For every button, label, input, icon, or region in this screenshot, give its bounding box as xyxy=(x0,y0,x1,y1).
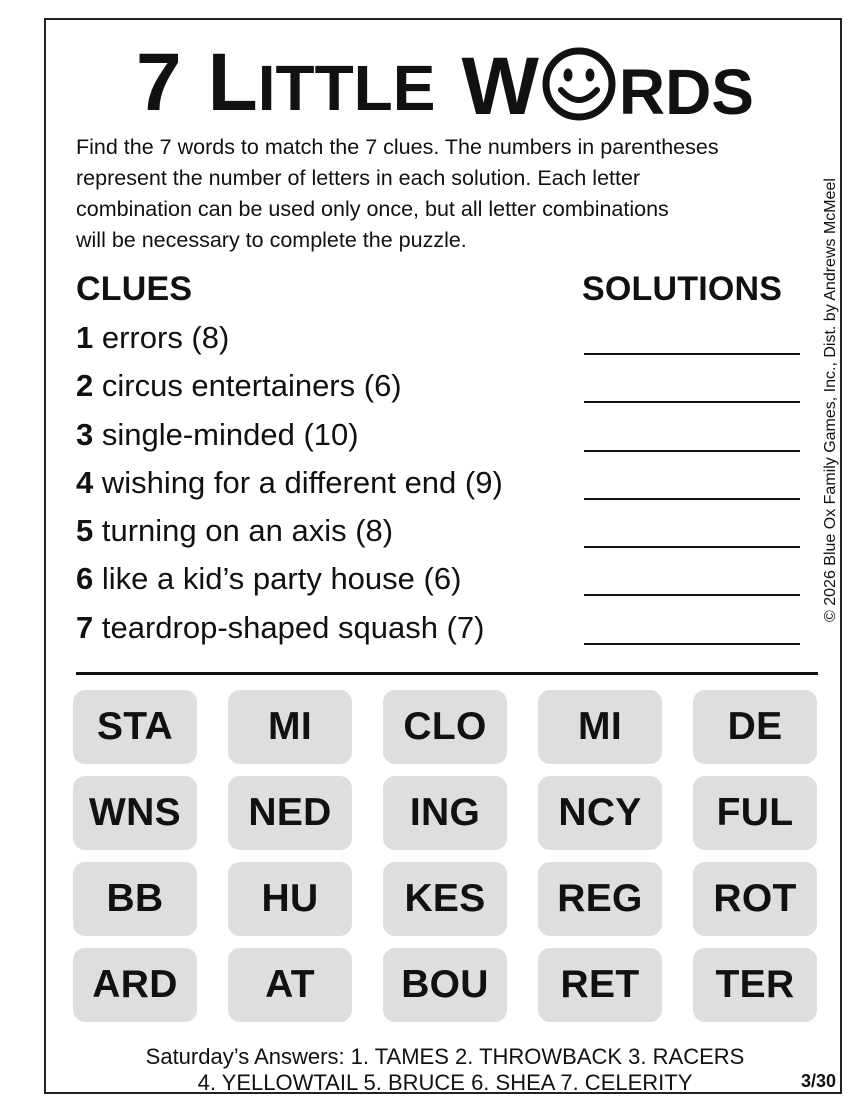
answers-line: 4. YELLOWTAIL 5. BRUCE 6. SHEA 7. CELERITY xyxy=(197,1070,693,1095)
letter-tile[interactable]: DE xyxy=(693,690,817,764)
clue-number: 5 xyxy=(76,513,94,548)
clue-text: teardrop-shaped squash (7) xyxy=(93,610,485,645)
letter-tile[interactable]: FUL xyxy=(693,776,817,850)
clue-number: 1 xyxy=(76,320,94,355)
title-word-words xyxy=(461,38,754,132)
letter-tile[interactable]: WNS xyxy=(73,776,197,850)
puzzle-title xyxy=(90,28,800,138)
solution-blank-1[interactable] xyxy=(584,353,800,355)
answers-line: Saturday’s Answers: 1. TAMES 2. THROWBACK 3. RACERS xyxy=(145,1044,745,1069)
clue-number: 3 xyxy=(76,417,94,452)
letter-tile[interactable]: RET xyxy=(538,948,662,1022)
letter-tile[interactable]: ARD xyxy=(73,948,197,1022)
letter-tile[interactable]: AT xyxy=(228,948,352,1022)
solutions-heading: SOLUTIONS xyxy=(582,270,783,308)
clue-5 xyxy=(76,513,393,549)
copyright-credit xyxy=(822,130,840,670)
clue-7 xyxy=(76,610,484,646)
title-words-initial: W xyxy=(461,41,539,132)
title-word-little xyxy=(207,37,436,128)
copyright-text: © 2026 Blue Ox Family Games, Inc., Dist. by Andrews McMeel xyxy=(822,178,839,622)
instructions-line: Find the 7 words to match the 7 clues. The numbers in parentheses xyxy=(76,135,719,159)
clue-number: 2 xyxy=(76,368,94,403)
section-divider xyxy=(76,672,818,675)
clue-text: like a kid’s party house (6) xyxy=(93,561,462,596)
clue-4 xyxy=(76,465,503,501)
solution-blank-5[interactable] xyxy=(584,546,800,548)
letter-tile[interactable]: BB xyxy=(73,862,197,936)
clue-text: errors (8) xyxy=(93,320,230,355)
letter-tile[interactable]: STA xyxy=(73,690,197,764)
title-words-rest: RDS xyxy=(618,56,754,128)
clue-text: wishing for a different end (9) xyxy=(93,465,503,500)
title-little-rest: ITTLE xyxy=(257,52,436,124)
letter-tile[interactable]: REG xyxy=(538,862,662,936)
letter-tile[interactable]: ROT xyxy=(693,862,817,936)
smiley-face-icon xyxy=(541,46,617,122)
title-number: 7 xyxy=(136,37,182,128)
clue-number: 7 xyxy=(76,610,94,645)
clue-number: 4 xyxy=(76,465,94,500)
clue-2 xyxy=(76,368,402,404)
letter-tile[interactable]: NCY xyxy=(538,776,662,850)
letter-tile[interactable]: MI xyxy=(538,690,662,764)
letter-tile[interactable]: MI xyxy=(228,690,352,764)
clues-heading: CLUES xyxy=(76,270,193,308)
previous-answers xyxy=(70,1044,820,1096)
letter-tile[interactable]: KES xyxy=(383,862,507,936)
clue-text: circus entertainers (6) xyxy=(93,368,402,403)
letter-tile[interactable]: NED xyxy=(228,776,352,850)
solution-blank-6[interactable] xyxy=(584,594,800,596)
clue-text: single-minded (10) xyxy=(93,417,359,452)
solution-blank-7[interactable] xyxy=(584,643,800,645)
clue-number: 6 xyxy=(76,561,94,596)
letter-tile[interactable]: TER xyxy=(693,948,817,1022)
instructions-line: represent the number of letters in each solution. Each letter xyxy=(76,166,641,190)
solution-blank-2[interactable] xyxy=(584,401,800,403)
instructions xyxy=(76,132,820,256)
letter-tile[interactable]: BOU xyxy=(383,948,507,1022)
letter-tile[interactable]: HU xyxy=(228,862,352,936)
instructions-line: combination can be used only once, but all letter combinations xyxy=(76,197,669,221)
clue-1 xyxy=(76,320,229,356)
title-little-initial: L xyxy=(207,37,258,128)
letter-tile-grid xyxy=(73,690,821,1022)
clue-3 xyxy=(76,417,359,453)
puzzle-date: 3/30 xyxy=(801,1071,837,1091)
clue-text: turning on an axis (8) xyxy=(93,513,394,548)
instructions-line: will be necessary to complete the puzzle. xyxy=(76,228,467,252)
solution-blank-3[interactable] xyxy=(584,450,800,452)
clue-6 xyxy=(76,561,461,597)
letter-tile[interactable]: ING xyxy=(383,776,507,850)
letter-tile[interactable]: CLO xyxy=(383,690,507,764)
solution-blank-4[interactable] xyxy=(584,498,800,500)
